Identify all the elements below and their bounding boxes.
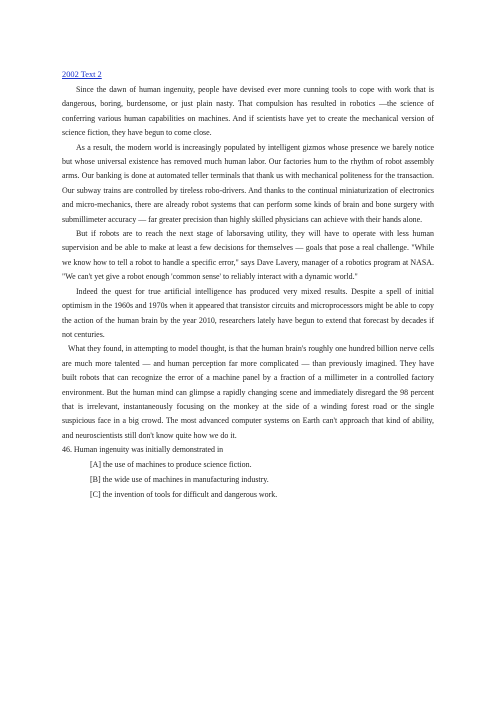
paragraph-3: But if robots are to reach the next stage of laborsaving utility, they will have to operate with less human supervision and be able to make at least a few decisions for themselves — goals that pose a real challenge. "While we know how to tell a robot to handle a specific error," says Dave Lavery, manager of a robotics program at NASA. "We can't yet give a robot enough 'common sense' to reliably interact with a dynamic world." <box>62 229 434 282</box>
paragraph-5: What they found, in attempting to model thought, is that the human brain's roughly one hundred billion nerve cells are much more talented — and human perception far more complicated — than previously imagined. They have built robots that can recognize the error of a machine panel by a fraction of a millimeter in a controlled factory environment. But the human mind can glimpse a rapidly changing scene and immediately disregard the 98 percent that is irrelevant, instantaneously focusing on the monkey at the side of a winding forest road or the single suspicious face in a big crowd. The most advanced computer systems on Earth can't approach that kind of ability, and neuroscientists still don't know quite how we do it. <box>62 344 434 440</box>
answer-option-c: [C] the invention of tools for difficult and dangerous work. <box>90 489 278 499</box>
document-page <box>62 64 434 502</box>
answer-options <box>62 458 434 502</box>
paragraph-4: Indeed the quest for true artificial intelligence has produced very mixed results. Despite a spell of initial optimism in the 1960s and 1970s when it appeared that transistor circuits and microprocessors might be able to copy the action of the human brain by the year 2010, researchers lately have begun to extend that forecast by decades if not centuries. <box>62 286 434 339</box>
answer-option-b: [B] the wide use of machines in manufacturing industry. <box>90 474 269 484</box>
question-stem: 46. Human ingenuity was initially demonstrated in <box>62 445 224 455</box>
title-link[interactable]: 2002 Text 2 <box>62 70 102 79</box>
paragraph-1: Since the dawn of human ingenuity, people have devised ever more cunning tools to cope with work that is dangerous, boring, burdensome, or just plain nasty. That compulsion has resulted in robotics —the science of conferring various human capabilities on machines. And if scientists have yet to create the mechanical version of science fiction, they have begun to come close. <box>62 85 434 138</box>
paragraph-2: As a result, the modern world is increasingly populated by intelligent gizmos whose presence we barely notice but whose universal existence has removed much human labor. Our factories hum to the rhythm of robot assembly arms. Our banking is done at automated teller terminals that thank us with mechanical politeness for the transaction. Our subway trains are controlled by tireless robo-drivers. And thanks to the continual miniaturization of electronics and micro-mechanics, there are already robot systems that can perform some kinds of brain and bone surgery with submillimeter accuracy — far greater precision than highly skilled physicians can achieve with their hands alone. <box>62 142 434 224</box>
answer-option-a: [A] the use of machines to produce science fiction. <box>90 459 252 469</box>
